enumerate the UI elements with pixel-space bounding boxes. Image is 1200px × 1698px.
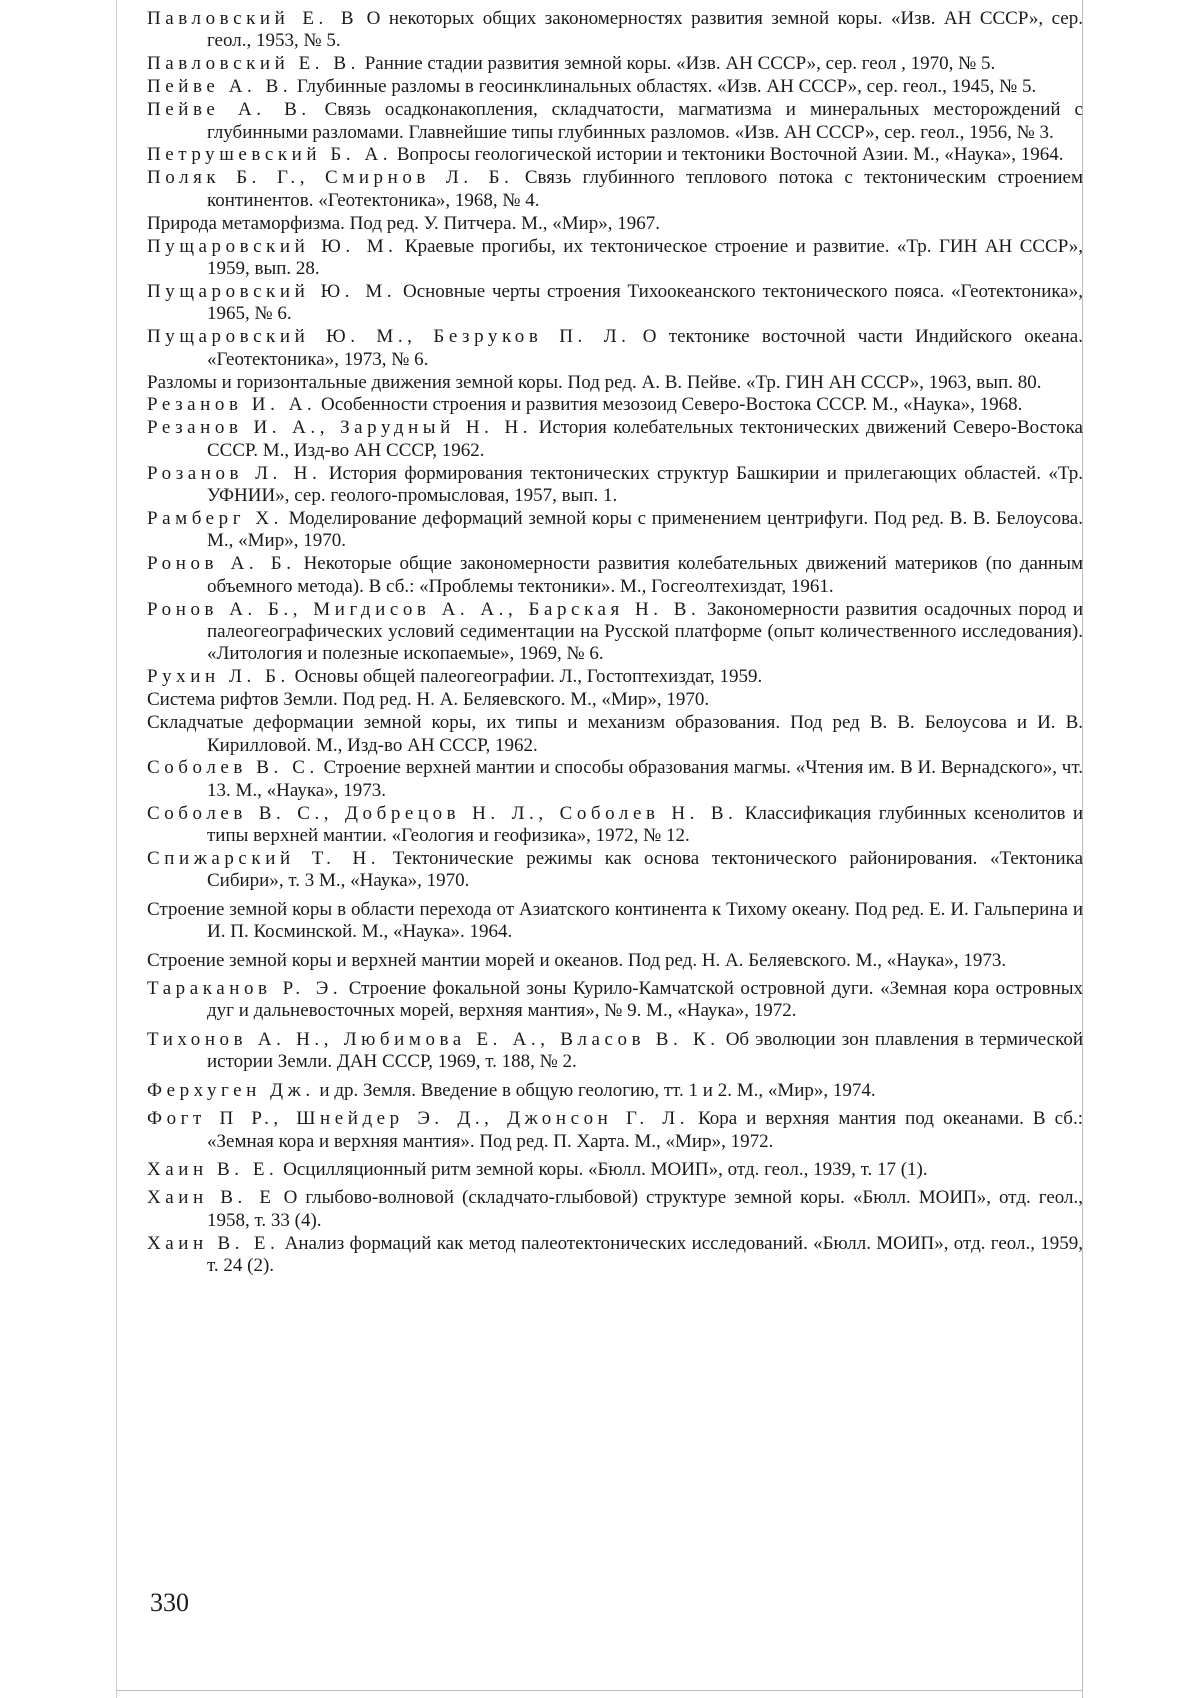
entry-text: Связь глубинного теплового потока с тектоническим строением континентов. «Геотектоника», 1968, № 4.	[207, 167, 1083, 211]
entry-text: Вопросы геологической истории и тектоники Восточной Азии. М., «Наука», 1964.	[392, 144, 1064, 166]
bibliography-entry	[147, 1159, 1083, 1181]
entry-authors: Тихонов А. Н., Любимова Е. А., Власов В. К.	[147, 1028, 720, 1050]
entry-text: Об эволюции зон плавления в термической истории Земли. ДАН СССР, 1969, т. 188, № 2.	[207, 1028, 1083, 1073]
entry-text: Строение земной коры и верхней мантии морей и океанов. Под ред. Н. А. Беляевского. М., «Наука», 1973.	[147, 949, 1007, 971]
bibliography-entry	[147, 236, 1083, 281]
entry-authors: Пейве А. В.	[147, 99, 311, 121]
entry-text: Природа метаморфизма. Под ред. У. Питчера. М., «Мир», 1967.	[147, 212, 661, 234]
entry-authors: Рамберг Х.	[147, 507, 283, 529]
bibliography-entry	[147, 689, 1083, 711]
entry-authors: Ронов А. Б., Мигдисов А. А., Барская Н. В.	[147, 598, 701, 620]
bibliography-entry	[147, 463, 1083, 508]
entry-text: Классификация глубинных ксенолитов и типы верхней мантии. «Геология и геофизика», 1972, № 12.	[207, 802, 1083, 847]
bibliography-entry	[147, 1233, 1083, 1278]
entry-authors: Ронов А. Б.	[147, 553, 296, 575]
bibliography-list	[147, 8, 1083, 1278]
entry-authors: Розанов Л. Н.	[147, 462, 322, 484]
entry-authors: Соболев В. С.	[147, 757, 319, 779]
entry-text: Особенности строения и развития мезозоид Северо-Востока СССР. М., «Наука», 1968.	[316, 394, 1023, 416]
scan-edge-left	[116, 0, 117, 1698]
entry-text: О глыбово-волновой (складчато-глыбовой) структуре земной коры. «Бюлл. МОИП», отд. геол., 1958, т. 33 (4).	[207, 1187, 1083, 1231]
entry-authors: Хаин В. Е.	[147, 1232, 280, 1254]
bibliography-entry	[147, 712, 1083, 757]
entry-authors: Спижарский Т. Н.	[147, 848, 381, 870]
entry-text: Основные черты строения Тихоокеанского тектонического пояса. «Геотектоника», 1965, № 6.	[207, 280, 1083, 325]
scan-edge-bottom	[116, 1690, 1083, 1691]
entry-text: Некоторые общие закономерности развития колебательных движений материков (по данным объемного метода). В сб.: «Проблемы тектоники». М., Госгеолтехиздат, 1961.	[207, 553, 1083, 597]
entry-authors: Пущаровский Ю. М., Безруков П. Л.	[147, 326, 631, 348]
entry-text: История формирования тектонических структур Башкирии и прилегающих областей. «Тр. УФНИИ», сер. геолого-промысловая, 1957, вып. 1.	[207, 462, 1083, 507]
entry-authors: Резанов И. А.	[147, 394, 317, 416]
entry-authors: Ферхуген Дж.	[147, 1079, 315, 1101]
entry-text: История колебательных тектонических движений Северо-Востока СССР. М., Изд-во АН СССР, 1962.	[207, 417, 1083, 461]
entry-text: Складчатые деформации земной коры, их типы и механизм образования. Под ред В. В. Белоусова и И. В. Кирилловой. М., Изд-во АН СССР, 1962.	[147, 712, 1083, 756]
entry-authors: Поляк Б. Г., Смирнов Л. Б.	[147, 167, 514, 189]
entry-text: Строение верхней мантии и способы образования магмы. «Чтения им. В И. Вернадского», чт. 13. М., «Наука», 1973.	[207, 757, 1083, 801]
entry-authors: Тараканов Р. Э.	[147, 978, 343, 1000]
entry-text: Строение фокальной зоны Курило-Камчатской островной дуги. «Земная кора островных дуг и дальневосточных морей, верхняя мантия», № 9. М., «Наука», 1972.	[207, 978, 1084, 1022]
entry-authors: Пущаровский Ю. М.	[147, 235, 398, 257]
entry-text: Строение земной коры в области перехода от Азиатского континента к Тихому океану. Под ред. Е. И. Гальперина и И. П. Косминской. М., «Наука». 1964.	[147, 898, 1083, 943]
bibliography-entry	[147, 8, 1083, 53]
bibliography-entry	[147, 508, 1083, 553]
entry-text: Система рифтов Земли. Под ред. Н. А. Беляевского. М., «Мир», 1970.	[147, 689, 710, 711]
entry-authors: Рухин Л. Б.	[147, 666, 290, 688]
bibliography-entry	[147, 167, 1083, 212]
entry-text: Тектонические режимы как основа тектонического районирования. «Тектоника Сибири», т. 3 М., «Наука», 1970.	[207, 848, 1083, 892]
entry-authors: Пейве А. В.	[147, 76, 293, 98]
entry-authors: Фогт П Р., Шнейдер Э. Д., Джонсон Г. Л.	[147, 1108, 690, 1130]
bibliography-entry	[147, 144, 1083, 166]
bibliography-entry	[147, 978, 1083, 1023]
bibliography-entry	[147, 417, 1083, 462]
entry-text: Ранние стадии развития земной коры. «Изв. АН СССР», сер. геол , 1970, № 5.	[359, 53, 996, 75]
bibliography-entry	[147, 1029, 1083, 1074]
entry-text: Кора и верхняя мантия под океанами. В сб.: «Земная кора и верхняя мантия». Под ред. П. Харта. М., «Мир», 1972.	[207, 1108, 1083, 1152]
entry-text: О тектонике восточной части Индийского океана. «Геотектоника», 1973, № 6.	[207, 326, 1083, 370]
entry-text: Краевые прогибы, их тектоническое строение и развитие. «Тр. ГИН АН СССР», 1959, вып. 28.	[207, 235, 1084, 279]
page-number: 330	[150, 1588, 189, 1617]
bibliography-entry	[147, 1187, 1083, 1232]
bibliography-entry	[147, 372, 1083, 394]
entry-authors: Хаин В. Е	[147, 1187, 276, 1209]
bibliography-entry	[147, 899, 1083, 944]
bibliography-entry	[147, 1108, 1083, 1153]
bibliography-entry	[147, 803, 1083, 848]
bibliography-entry	[147, 666, 1083, 688]
entry-authors: Павловский Е. В.	[147, 53, 360, 75]
bibliography-entry	[147, 213, 1083, 235]
entry-text: Основы общей палеогеографии. Л., Гостоптехиздат, 1959.	[289, 666, 763, 688]
bibliography-entry	[147, 599, 1083, 666]
entry-text: Анализ формаций как метод палеотектонических исследований. «Бюлл. МОИП», отд. геол., 1959, т. 24 (2).	[207, 1232, 1083, 1277]
entry-authors: Павловский Е. В	[147, 8, 359, 29]
entry-authors: Соболев В. С., Добрецов Н. Л., Соболев Н. В.	[147, 802, 738, 824]
bibliography-entry	[147, 950, 1083, 972]
bibliography-entry	[147, 1080, 1083, 1102]
bibliography-entry	[147, 326, 1083, 371]
entry-text: Связь осадконакопления, складчатости, магматизма и минеральных месторождений с глубинными разломами. Главнейшие типы глубинных разломов. «Изв. АН СССР», сер. геол., 1956, № 3.	[207, 99, 1083, 143]
entry-text: О некоторых общих закономерностях развития земной коры. «Изв. АН СССР», сер. геол., 1953, № 5.	[207, 8, 1083, 52]
entry-text: Закономерности развития осадочных пород и палеогеографических условий седиментации на Русской платформе (опыт количественного исследования). «Литология и полезные ископаемые», 1969, № 6.	[207, 598, 1083, 665]
entry-text: Глубинные разломы в геосинклинальных областях. «Изв. АН СССР», сер. геол., 1945, № 5.	[292, 76, 1037, 98]
bibliography-entry	[147, 394, 1083, 416]
bibliography-entry	[147, 848, 1083, 893]
entry-authors: Хаин В. Е.	[147, 1158, 279, 1180]
entry-text: Разломы и горизонтальные движения земной коры. Под ред. А. В. Пейве. «Тр. ГИН АН СССР», 1963, вып. 80.	[147, 371, 1042, 393]
entry-text: Моделирование деформаций земной коры с применением центрифуги. Под ред. В. В. Белоусова. М., «Мир», 1970.	[207, 507, 1083, 552]
entry-authors: Петрушевский Б. А.	[147, 144, 393, 166]
entry-text: Осцилляционный ритм земной коры. «Бюлл. МОИП», отд. геол., 1939, т. 17 (1).	[278, 1158, 928, 1180]
bibliography-entry	[147, 757, 1083, 802]
bibliography-entry	[147, 53, 1083, 75]
entry-authors: Резанов И. А., Зарудный Н. Н.	[147, 417, 533, 439]
bibliography-entry	[147, 99, 1083, 144]
entry-text: и др. Земля. Введение в общую геологию, тт. 1 и 2. М., «Мир», 1974.	[314, 1079, 876, 1101]
entry-authors: Пущаровский Ю. М.	[147, 280, 397, 302]
bibliography-entry	[147, 281, 1083, 326]
bibliography-entry	[147, 76, 1083, 98]
bibliography-entry	[147, 553, 1083, 598]
